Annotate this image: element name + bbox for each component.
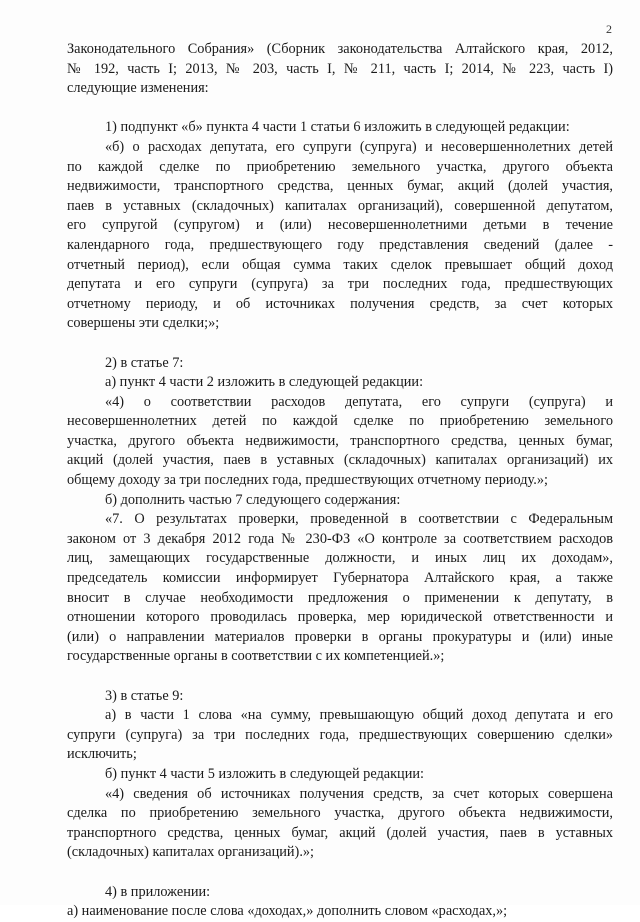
paragraph-line: исключить; [67, 746, 137, 763]
paragraph-line: Законодательного Собрания» (Сборник законодательства Алтайского края, 2012, [67, 41, 613, 57]
paragraph-line: а) в части 1 слова «на сумму, превышающую общий доход депутата и его [105, 707, 613, 724]
paragraph-line: несовершеннолетних детей по каждой сделке по приобретению земельного [67, 413, 613, 430]
paragraph-line: председатель комиссии информирует Губернатора Алтайского края, а также [67, 570, 613, 587]
paragraph-line: акций (долей участия, паев в уставных (складочных) капиталах организаций) их [67, 452, 613, 469]
paragraph-line: отношении которого проводилась проверка, мер юридической ответственности и [67, 609, 613, 626]
subitem-heading: а) наименование после слова «доходах,» дополнить словом «расходах,»; [67, 903, 508, 920]
paragraph-line: сделка по приобретению земельного участка, другого объекта недвижимости, [67, 805, 613, 822]
subitem-heading: б) пункт 4 части 5 изложить в следующей редакции: [105, 765, 424, 782]
subitem-heading: а) пункт 4 части 2 изложить в следующей редакции: [105, 374, 424, 391]
paragraph-line: транспортного средства, ценных бумаг, акций (долей участия, паев в уставных [67, 824, 613, 841]
paragraph-line: «б) о расходах депутата, его супруги (супруга) и несовершеннолетних детей [105, 138, 613, 155]
paragraph-line: по каждой сделке по приобретению земельного участка, другого объекта [67, 158, 613, 175]
item-heading: 1) подпункт «б» пункта 4 части 1 статьи 6 изложить в следующей редакции: [105, 119, 570, 136]
paragraph-line: календарного года, предшествующего году представления сведений (далее - [67, 236, 613, 253]
item-heading: 2) в статье 7: [105, 354, 184, 371]
paragraph-line: совершены эти сделки;»; [67, 315, 220, 332]
paragraph-line: общему доходу за три последних года, предшествующих отчетному периоду.»; [67, 472, 548, 489]
item-heading: 3) в статье 9: [105, 687, 184, 704]
paragraph-line: «7. О результатах проверки, проведенной в соответствии с Федеральным [105, 511, 613, 528]
paragraph-line: законом от 3 декабря 2012 года № 230-ФЗ «О контроле за соответствием расходов [67, 530, 613, 547]
paragraph-line: его супругой (супругом) и (или) несовершеннолетними детьми в течение [67, 217, 613, 234]
paragraph-line: недвижимости, транспортного средства, ценных бумаг, акций (долей участия, [67, 178, 613, 195]
paragraph-line: отчетному периоду, и об источниках получения средств, за счет которых [67, 295, 613, 312]
paragraph-line: (или) о направлении материалов проверки в органы прокуратуры и (или) иные [67, 628, 613, 645]
document-body [67, 40, 613, 922]
paragraph-line: депутата и его супруги (супруга) за три последних года, предшествующих [67, 276, 613, 293]
paragraph-line: лиц, замещающих государственные должности, и иных лиц их доходам», [67, 550, 613, 567]
paragraph-line: супруги (супруга) за три последних года, предшествующих совершению сделки» [67, 726, 613, 743]
paragraph-line: «4) сведения об источниках получения средств, за счет которых совершена [105, 785, 613, 802]
paragraph-line: паев в уставных (складочных) капиталах организаций), совершенной депутатом, [67, 197, 613, 214]
paragraph-line: № 192, часть I; 2013, № 203, часть I, № 211, часть I; 2014, № 223, часть I) [67, 60, 613, 77]
subitem-heading: б) дополнить частью 7 следующего содержания: [105, 491, 401, 508]
paragraph-line: участка, другого объекта недвижимости, транспортного средства, ценных бумаг, [67, 432, 613, 449]
paragraph-line: «4) о соответствии расходов депутата, его супруги (супруга) и [105, 393, 613, 410]
page-number: 2 [606, 22, 612, 36]
paragraph-line: отчетный период), если общая сумма таких сделок превышает общий доход [67, 256, 613, 273]
paragraph-line: вносит в случае необходимости предложения о применении к депутату, в [67, 589, 613, 606]
paragraph-line: государственные органы в соответствии с их компетенцией.»; [67, 648, 445, 665]
paragraph-line: (складочных) капиталах организаций).»; [67, 844, 315, 861]
paragraph-line: следующие изменения: [67, 80, 209, 97]
item-heading: 4) в приложении: [105, 883, 211, 900]
